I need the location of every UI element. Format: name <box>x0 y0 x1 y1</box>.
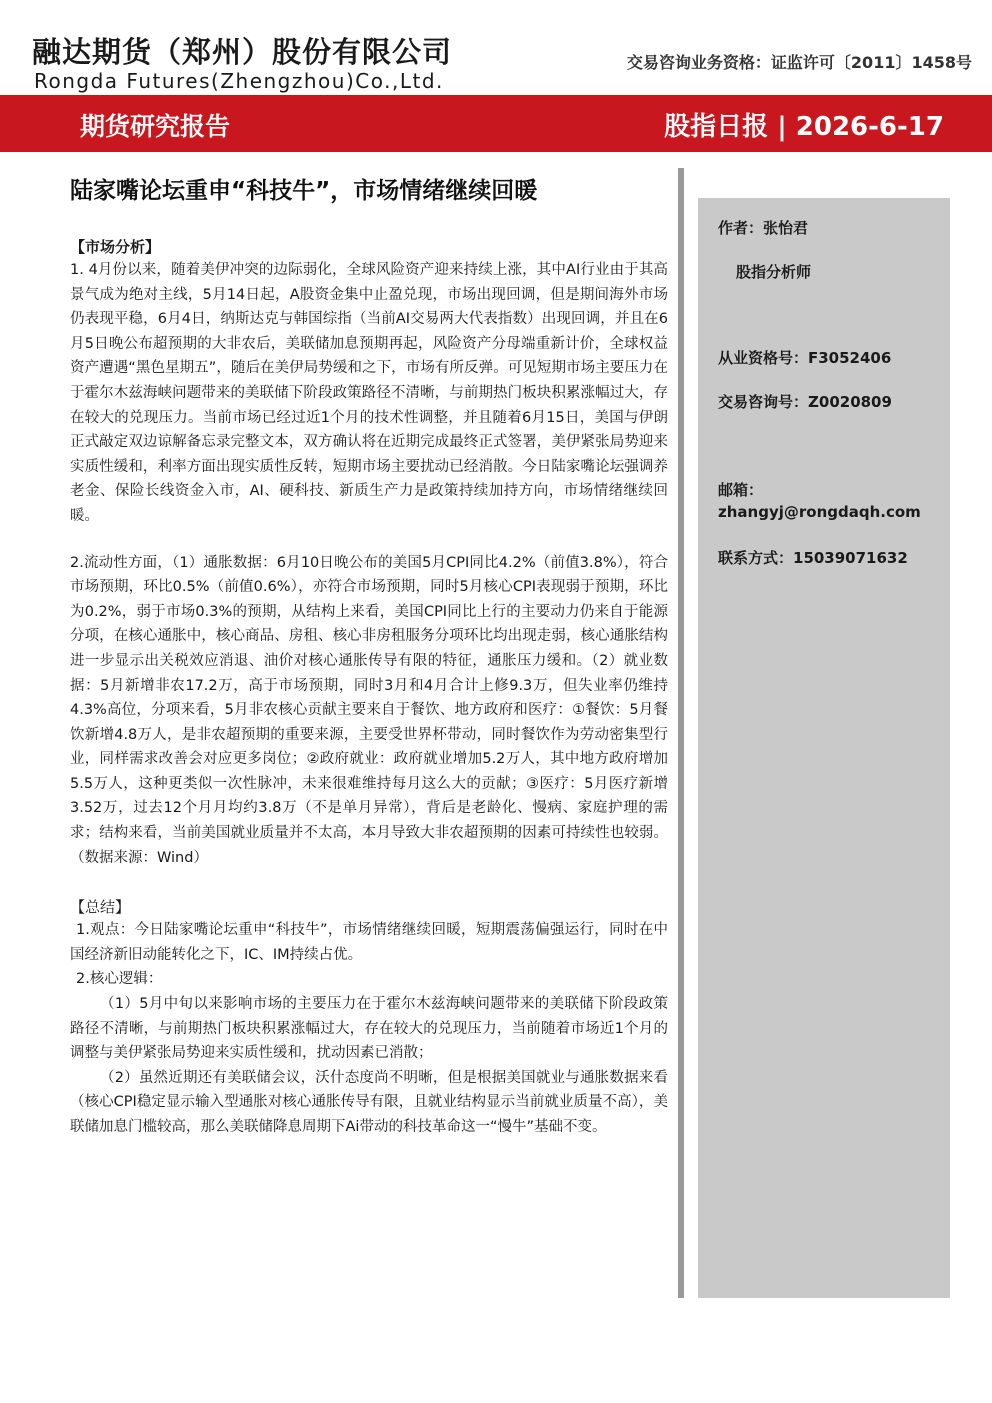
report-title: 陆家嘴论坛重申“科技牛”，市场情绪继续回暖 <box>70 178 538 204</box>
contact-phone: 联系方式：15039071632 <box>718 549 908 567</box>
company-name-cn: 融达期货（郑州）股份有限公司 <box>32 35 453 69</box>
author-name: 作者：张怡君 <box>718 219 809 237</box>
vertical-divider <box>678 168 684 1298</box>
main-content <box>70 168 668 1140</box>
summary-logic-1: （1）5月中旬以来影响市场的主要压力在于霍尔木兹海峡问题带来的美联储下阶段政策路径不清晰，与前期热门板块积累涨幅过大，存在较大的兑现压力，当前随着市场近1个月的调整与美伊紧张局势迎来实质性缓和，扰动因素已消散； <box>70 996 668 1062</box>
summary-viewpoint: 1.观点：今日陆家嘴论坛重申“科技牛”，市场情绪继续回暖，短期震荡偏强运行，同时在中国经济新旧动能转化之下，IC、IM持续占优。 <box>70 922 668 963</box>
summary-heading: 【总结】 <box>70 898 131 917</box>
company-name-en: Rongda Futures(Zhengzhou)Co.,Ltd. <box>34 69 444 93</box>
report-type-date: 股指日报 | 2026-6-17 <box>664 112 944 142</box>
author-role: 股指分析师 <box>736 263 812 281</box>
market-paragraph-1: 1. 4月份以来，随着美伊冲突的边际弱化，全球风险资产迎来持续上涨，其中AI行业由于其高景气成为绝对主线，5月14日起，A股资金集中止盈兑现，市场出现回调，但是期间海外市场仍表现平稳，6月4日，纳斯达克与韩国综指（当前AI交易两大代表指数）出现回调，并且在6月5日晚公布超预期的大非农后，美联储加息预期再起，风险资产分母端重新计价，全球权益资产遭遇“黑色星期五”，随后在美伊局势缓和之下，市场有所反弹。可见短期市场主要压力在于霍尔木兹海峡问题带来的美联储下阶段政策路径不清晰，与前期热门板块积累涨幅过大，存在较大的兑现压力。当前市场已经过近1个月的技术性调整，并且随着6月15日，美国与伊朗正式敲定双边谅解备忘录完整文本，双方确认将在近期完成最终正式签署，美伊紧张局势迎来实质性缓和，利率方面出现实质性反转，短期市场主要扰动已经消散。今日陆家嘴论坛强调养老金、保险长线资金入市，AI、硬科技、新质生产力是政策持续加持方向，市场情绪继续回暖。 <box>70 262 668 524</box>
summary-logic-2: （2）虽然近期还有美联储会议，沃什态度尚不明晰，但是根据美国就业与通胀数据来看（核心CPI稳定显示输入型通胀对核心通胀传导有限，且就业结构显示当前就业质量不高），美联储加息门槛较高，那么美联储降息周期下Ai带动的科技革命这一“慢牛”基础不变。 <box>70 1069 668 1135</box>
report-category: 期货研究报告 <box>80 112 231 141</box>
license-info: 交易咨询业务资格：证监许可〔2011〕1458号 <box>626 53 972 72</box>
author-sidebar <box>698 198 950 1298</box>
consult-number: 交易咨询号：Z0020809 <box>718 393 892 411</box>
header-band <box>0 95 992 152</box>
market-analysis-heading: 【市场分析】 <box>70 238 161 256</box>
market-paragraph-2: 2.流动性方面，（1）通胀数据：6月10日晚公布的美国5月CPI同比4.2%（前值3.8%），符合市场预期，环比0.5%（前值0.6%），亦符合市场预期，同时5月核心CPI表现弱于预期，环比为0.2%，弱于市场0.3%的预期，从结构上来看，美国CPI同比上行的主要动力仍来自于能源分项，在核心通胀中，核心商品、房租、核心非房租服务分项环比均出现走弱，核心通胀结构进一步显示出关税效应消退、油价对核心通胀传导有限的特征，通胀压力缓和。（2）就业数据：5月新增非农17.2万，高于市场预期，同时3月和4月合计上修9.3万，但失业率仍维持4.3%高位，分项来看，5月非农核心贡献主要来自于餐饮、地方政府和医疗：①餐饮：5月餐饮新增4.8万人，是非农超预期的重要来源，主要受世界杯带动，同时餐饮作为劳动密集型行业，同样需求改善会对应更多岗位；②政府就业：政府就业增加5.2万人，其中地方政府增加5.5万人，这种更类似一次性脉冲，未来很难维持每月这么大的贡献；③医疗：5月医疗新增3.52万，过去12个月月均约3.8万（不是单月异常），背后是老龄化、慢病、家庭护理的需求；结构来看，当前美国就业质量并不太高，本月导致大非农超预期的因素可持续性也较弱。（数据来源：Wind） <box>70 554 668 866</box>
email-link[interactable]: zhangyj@rongdaqh.com <box>718 503 921 521</box>
summary-core-logic-label: 2.核心逻辑： <box>76 971 163 988</box>
email-label: 邮箱： <box>718 481 764 499</box>
qualification-number: 从业资格号：F3052406 <box>718 349 892 367</box>
